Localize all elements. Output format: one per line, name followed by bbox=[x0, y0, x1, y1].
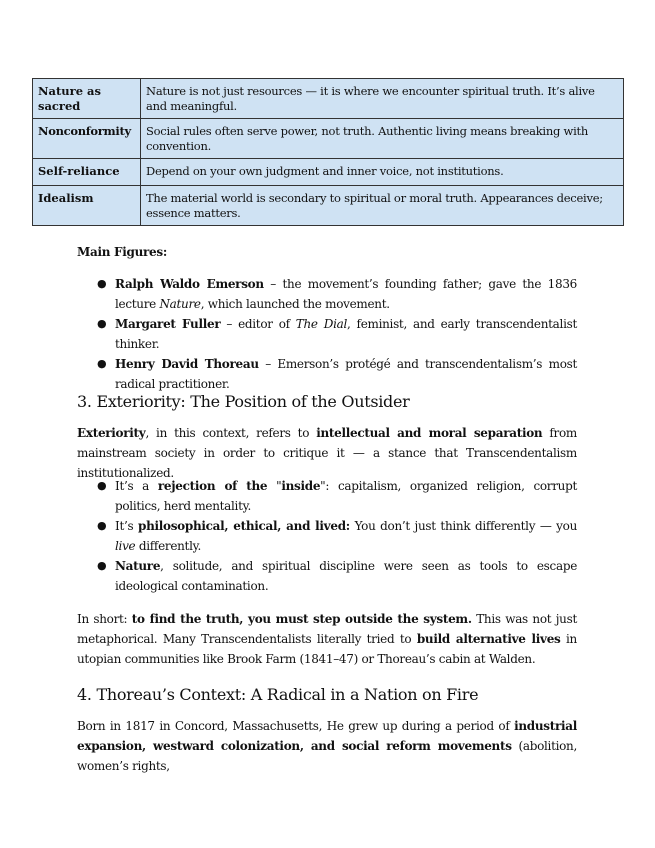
text: You don’t just think differently — you bbox=[349, 519, 577, 533]
bold-text: build alternative lives bbox=[416, 632, 561, 646]
summary-paragraph bbox=[77, 609, 577, 669]
list-item bbox=[77, 516, 577, 556]
table-row bbox=[33, 79, 624, 119]
text: In short: bbox=[77, 612, 132, 626]
figure-name: Margaret Fuller bbox=[115, 317, 221, 331]
section-4-heading: 4. Thoreau’s Context: A Radical in a Nation on Fire bbox=[77, 685, 479, 704]
thoreau-context-paragraph bbox=[77, 716, 577, 776]
text: This was not just metaphorical. Many Transcendentalists literally tried to bbox=[77, 612, 577, 646]
bold-text: Exteriority bbox=[77, 426, 146, 440]
bullet-icon: ● bbox=[97, 559, 107, 572]
bold-text: philosophical, ethical, and lived: bbox=[137, 519, 350, 533]
figure-italic: The Dial bbox=[295, 317, 348, 331]
list-item bbox=[77, 556, 577, 596]
text: Born in 1817 in Concord, Massachusetts, He grew up during a period of bbox=[77, 719, 515, 733]
definition-cell: Depend on your own judgment and inner voice, not institutions. bbox=[141, 159, 624, 186]
definition-cell: Social rules often serve power, not truth. Authentic living means breaking with convention. bbox=[141, 119, 624, 159]
definition-cell: The material world is secondary to spiritual or moral truth. Appearances deceive; essence matters. bbox=[141, 186, 624, 226]
figure-text: , feminist, and early transcendentalist thinker. bbox=[115, 317, 577, 351]
term-cell: Idealism bbox=[33, 186, 141, 226]
term-cell: Self-reliance bbox=[33, 159, 141, 186]
exteriority-list bbox=[77, 476, 577, 596]
table-row bbox=[33, 186, 624, 226]
list-item bbox=[77, 476, 577, 516]
table-row bbox=[33, 119, 624, 159]
text: , solitude, and spiritual discipline were seen as tools to escape ideological contamination. bbox=[115, 559, 577, 593]
bullet-icon: ● bbox=[97, 317, 107, 330]
list-item bbox=[77, 274, 577, 314]
bold-text: Nature bbox=[115, 559, 161, 573]
figure-text: – the movement’s founding father; gave the 1836 lecture bbox=[115, 277, 577, 311]
text: from mainstream society in order to critique it — a stance that Transcendentalism institutionalized. bbox=[77, 426, 577, 480]
figure-text: – editor of bbox=[220, 317, 296, 331]
bold-text: inside bbox=[281, 479, 321, 493]
bold-text: intellectual and moral separation bbox=[316, 426, 543, 440]
term-cell: Nonconformity bbox=[33, 119, 141, 159]
text: differently. bbox=[135, 539, 202, 553]
text: " bbox=[267, 479, 282, 493]
text: in utopian communities like Brook Farm (1841–47) or Thoreau’s cabin at Walden. bbox=[77, 632, 577, 666]
main-figures-label: Main Figures: bbox=[77, 245, 167, 259]
text: ": capitalism, organized religion, corrupt politics, herd mentality. bbox=[115, 479, 578, 513]
text: (abolition, women’s rights, bbox=[77, 739, 578, 773]
figure-text: , which launched the movement. bbox=[200, 297, 390, 311]
figure-italic: Nature bbox=[159, 297, 201, 311]
table-row bbox=[33, 159, 624, 186]
bold-text: rejection of the bbox=[157, 479, 268, 493]
italic-text: live bbox=[115, 539, 136, 553]
figure-name: Ralph Waldo Emerson bbox=[115, 277, 264, 291]
list-item bbox=[77, 314, 577, 354]
definition-cell: Nature is not just resources — it is where we encounter spiritual truth. It’s alive and meaningful. bbox=[141, 79, 624, 119]
bullet-icon: ● bbox=[97, 277, 107, 290]
text: , in this context, refers to bbox=[145, 426, 317, 440]
concepts-table bbox=[32, 78, 624, 226]
bold-text: industrial expansion, westward colonization, and social reform movements bbox=[77, 719, 577, 753]
exteriority-paragraph bbox=[77, 423, 577, 483]
section-3-heading: 3. Exteriority: The Position of the Outsider bbox=[77, 392, 410, 411]
bold-text: to find the truth, you must step outside the system. bbox=[131, 612, 472, 626]
figure-text: – Emerson’s protégé and transcendentalism’s most radical practitioner. bbox=[115, 357, 577, 391]
text: It’s bbox=[115, 519, 138, 533]
bullet-icon: ● bbox=[97, 519, 107, 532]
bullet-icon: ● bbox=[97, 357, 107, 370]
text: It’s a bbox=[115, 479, 158, 493]
list-item bbox=[77, 354, 577, 394]
bullet-icon: ● bbox=[97, 479, 107, 492]
figure-name: Henry David Thoreau bbox=[115, 357, 259, 371]
main-figures-list bbox=[77, 274, 577, 394]
term-cell: Nature as sacred bbox=[33, 79, 141, 119]
